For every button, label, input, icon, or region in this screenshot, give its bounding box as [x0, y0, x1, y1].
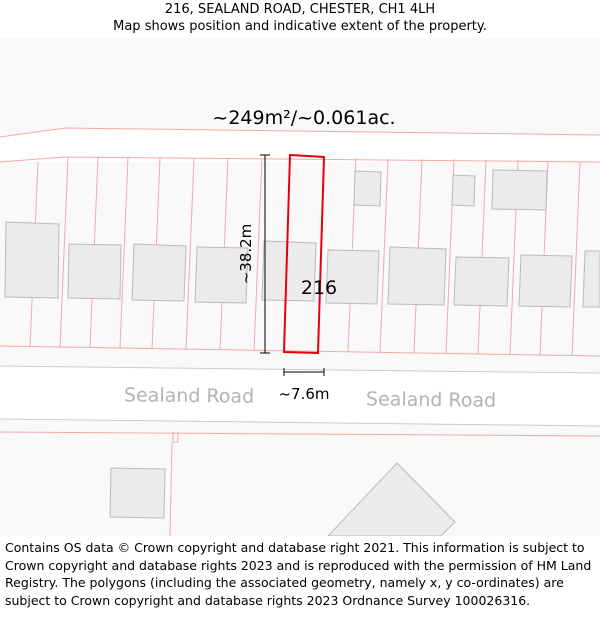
plot-number-label: 216: [300, 277, 338, 299]
depth-label: ~38.2m: [237, 223, 255, 285]
width-label: ~7.6m: [278, 385, 330, 403]
map-canvas[interactable]: [0, 38, 600, 536]
property-address: 216, SEALAND ROAD, CHESTER, CH1 4LH: [164, 2, 436, 17]
road-label-east: Sealand Road: [365, 388, 497, 412]
attribution-text: Contains OS data © Crown copyright and database right 2021. This information is subject to Crown copyright and database rights 2023 and is reproduced with the permission of HM Land Registry. The polygons (including the associated geometry, namely x, y co-ordinates) are subject to Crown copyright and database rights 2023 Ordnance Survey 100026316.: [5, 540, 592, 608]
map-subtitle: Map shows position and indicative extent of the property.: [113, 19, 487, 34]
road-label-west: Sealand Road: [123, 384, 255, 408]
area-label: ~249m²/~0.061ac.: [212, 107, 396, 129]
map-svg: [0, 38, 600, 536]
map-header: [0, 0, 600, 39]
